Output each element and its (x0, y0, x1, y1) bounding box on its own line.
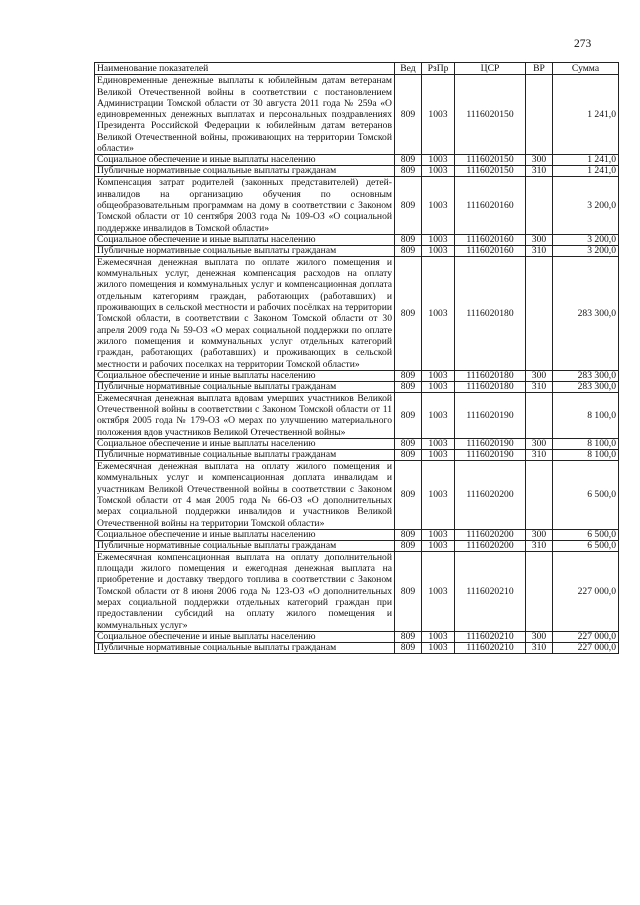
table-row (95, 551, 619, 631)
table-row (95, 370, 619, 381)
row-rzpr: 1003 (422, 166, 455, 177)
row-ved: 809 (395, 381, 422, 392)
row-sum: 8 100,0 (553, 392, 619, 438)
row-vr (526, 551, 553, 631)
row-name: Социальное обеспечение и иные выплаты населению (95, 631, 395, 642)
header-name: Наименование показателей (95, 63, 395, 75)
table-row (95, 166, 619, 177)
row-sum: 6 500,0 (553, 540, 619, 551)
row-rzpr: 1003 (422, 450, 455, 461)
row-sum: 3 200,0 (553, 245, 619, 256)
table-row (95, 392, 619, 438)
row-name: Публичные нормативные социальные выплаты гражданам (95, 540, 395, 551)
row-csr: 1116020160 (455, 245, 526, 256)
row-rzpr: 1003 (422, 631, 455, 642)
row-rzpr: 1003 (422, 540, 455, 551)
row-csr: 1116020180 (455, 256, 526, 370)
row-vr (526, 177, 553, 234)
row-csr: 1116020200 (455, 540, 526, 551)
row-name: Ежемесячная денежная выплата на оплату жилого помещения и коммунальных услуг и компенсационная доплата инвалидам и участникам Великой Отечественной войны в соответствии с Законом Томской области от 4 мая 2005 года № 66-ОЗ «О дополнительных мерах социальной поддержки инвалидов и участников Великой Отечественной войны на территории Томской области» (95, 461, 395, 530)
row-sum: 1 241,0 (553, 166, 619, 177)
table-row (95, 450, 619, 461)
table-row (95, 642, 619, 653)
table-row (95, 234, 619, 245)
row-sum: 6 500,0 (553, 461, 619, 530)
table-row (95, 381, 619, 392)
budget-table (94, 62, 619, 654)
row-csr: 1116020150 (455, 166, 526, 177)
row-sum: 1 241,0 (553, 155, 619, 166)
row-csr: 1116020210 (455, 551, 526, 631)
row-rzpr: 1003 (422, 551, 455, 631)
table-row (95, 245, 619, 256)
row-ved: 809 (395, 234, 422, 245)
row-rzpr: 1003 (422, 155, 455, 166)
row-name: Социальное обеспечение и иные выплаты населению (95, 155, 395, 166)
row-ved: 809 (395, 642, 422, 653)
row-vr: 310 (526, 642, 553, 653)
table-row (95, 461, 619, 530)
row-sum: 8 100,0 (553, 450, 619, 461)
table-row (95, 75, 619, 155)
row-sum: 283 300,0 (553, 381, 619, 392)
page-number: 273 (574, 38, 592, 50)
row-ved: 809 (395, 155, 422, 166)
row-name: Ежемесячная денежная выплата вдовам умерших участников Великой Отечественной войны в соответствии с Законом Томской области от 11 октября 2005 года № 179-ОЗ «О мерах по улучшению материального положения вдов участников Великой Отечественной войны» (95, 392, 395, 438)
row-csr: 1116020180 (455, 370, 526, 381)
row-ved: 809 (395, 392, 422, 438)
row-rzpr: 1003 (422, 370, 455, 381)
row-csr: 1116020150 (455, 155, 526, 166)
row-csr: 1116020180 (455, 381, 526, 392)
row-vr: 310 (526, 450, 553, 461)
row-vr: 310 (526, 166, 553, 177)
row-rzpr: 1003 (422, 234, 455, 245)
table-row (95, 529, 619, 540)
row-sum: 227 000,0 (553, 631, 619, 642)
header-sum: Сумма (553, 63, 619, 75)
row-vr (526, 392, 553, 438)
row-csr: 1116020190 (455, 439, 526, 450)
row-ved: 809 (395, 439, 422, 450)
header-ved: Вед (395, 63, 422, 75)
row-csr: 1116020190 (455, 450, 526, 461)
row-rzpr: 1003 (422, 177, 455, 234)
header-rzpr: РзПр (422, 63, 455, 75)
row-rzpr: 1003 (422, 461, 455, 530)
row-vr (526, 256, 553, 370)
row-ved: 809 (395, 370, 422, 381)
row-sum: 3 200,0 (553, 234, 619, 245)
row-ved: 809 (395, 461, 422, 530)
row-sum: 1 241,0 (553, 75, 619, 155)
row-csr: 1116020210 (455, 631, 526, 642)
row-name: Публичные нормативные социальные выплаты гражданам (95, 245, 395, 256)
row-vr: 310 (526, 540, 553, 551)
row-rzpr: 1003 (422, 75, 455, 155)
table-row (95, 631, 619, 642)
row-csr: 1116020160 (455, 177, 526, 234)
row-vr: 300 (526, 631, 553, 642)
row-vr: 310 (526, 245, 553, 256)
row-rzpr: 1003 (422, 392, 455, 438)
row-sum: 227 000,0 (553, 642, 619, 653)
table-row (95, 439, 619, 450)
row-vr (526, 75, 553, 155)
row-name: Публичные нормативные социальные выплаты гражданам (95, 381, 395, 392)
table-header-row (95, 63, 619, 75)
row-csr: 1116020190 (455, 392, 526, 438)
row-sum: 283 300,0 (553, 370, 619, 381)
row-sum: 6 500,0 (553, 529, 619, 540)
row-ved: 809 (395, 540, 422, 551)
table-row (95, 177, 619, 234)
row-name: Публичные нормативные социальные выплаты гражданам (95, 166, 395, 177)
row-rzpr: 1003 (422, 256, 455, 370)
row-ved: 809 (395, 551, 422, 631)
row-sum: 283 300,0 (553, 256, 619, 370)
row-rzpr: 1003 (422, 529, 455, 540)
row-vr: 300 (526, 155, 553, 166)
row-name: Социальное обеспечение и иные выплаты населению (95, 529, 395, 540)
row-ved: 809 (395, 166, 422, 177)
row-sum: 8 100,0 (553, 439, 619, 450)
row-vr: 300 (526, 439, 553, 450)
row-ved: 809 (395, 245, 422, 256)
row-name: Единовременные денежные выплаты к юбилейным датам ветеранам Великой Отечественной войны в соответствии с постановлением Администрации Томской области от 30 августа 2011 года № 259а «О единовременных денежных выплатах и персональных поздравлениях Президента Российской Федерации к юбилейным датам ветеранов Великой Отечественной войны, проживающих на территории Томской области» (95, 75, 395, 155)
row-name: Публичные нормативные социальные выплаты гражданам (95, 450, 395, 461)
row-vr: 300 (526, 370, 553, 381)
row-name: Социальное обеспечение и иные выплаты населению (95, 370, 395, 381)
table-row (95, 256, 619, 370)
row-csr: 1116020200 (455, 529, 526, 540)
row-vr: 310 (526, 381, 553, 392)
row-vr: 300 (526, 234, 553, 245)
row-ved: 809 (395, 529, 422, 540)
row-csr: 1116020200 (455, 461, 526, 530)
row-name: Социальное обеспечение и иные выплаты населению (95, 439, 395, 450)
row-csr: 1116020150 (455, 75, 526, 155)
row-ved: 809 (395, 75, 422, 155)
row-sum: 3 200,0 (553, 177, 619, 234)
header-csr: ЦСР (455, 63, 526, 75)
row-name: Социальное обеспечение и иные выплаты населению (95, 234, 395, 245)
row-vr (526, 461, 553, 530)
row-ved: 809 (395, 450, 422, 461)
row-csr: 1116020210 (455, 642, 526, 653)
row-rzpr: 1003 (422, 245, 455, 256)
row-name: Ежемесячная денежная выплата по оплате жилого помещения и коммунальных услуг, денежная компенсация расходов на оплату жилого помещения и коммунальных услуг и компенсационная доплата отдельным категориям граждан, работающих (работавших) и проживающих в сельской местности и рабочих посёлках на территории Томской области, в соответствии с Законом Томской области от 30 апреля 2009 года № 59-ОЗ «О мерах социальной поддержки по оплате жилого помещения и коммунальных услуг отдельных категорий граждан, работающих (работавших) и проживающих в сельской местности и рабочих поселках на территории Томской области» (95, 256, 395, 370)
row-name: Публичные нормативные социальные выплаты гражданам (95, 642, 395, 653)
row-ved: 809 (395, 177, 422, 234)
table-row (95, 155, 619, 166)
row-name: Ежемесячная компенсационная выплата на оплату дополнительной площади жилого помещения и ежегодная денежная выплата на приобретение и доставку твердого топлива в соответствии с Законом Томской области от 8 июня 2006 года № 123-ОЗ «О дополнительных мерах социальной поддержки отдельных категорий граждан при предоставлении субсидий на оплату жилого помещения и коммунальных услуг» (95, 551, 395, 631)
table-row (95, 540, 619, 551)
header-vr: ВР (526, 63, 553, 75)
row-rzpr: 1003 (422, 642, 455, 653)
row-csr: 1116020160 (455, 234, 526, 245)
row-name: Компенсация затрат родителей (законных представителей) детей-инвалидов на организацию обучения по основным общеобразовательным программам на дому в соответствии с Законом Томской области от 10 сентября 2003 года № 109-ОЗ «О социальной поддержке инвалидов в Томской области» (95, 177, 395, 234)
row-ved: 809 (395, 256, 422, 370)
row-rzpr: 1003 (422, 381, 455, 392)
row-vr: 300 (526, 529, 553, 540)
row-rzpr: 1003 (422, 439, 455, 450)
row-ved: 809 (395, 631, 422, 642)
row-sum: 227 000,0 (553, 551, 619, 631)
